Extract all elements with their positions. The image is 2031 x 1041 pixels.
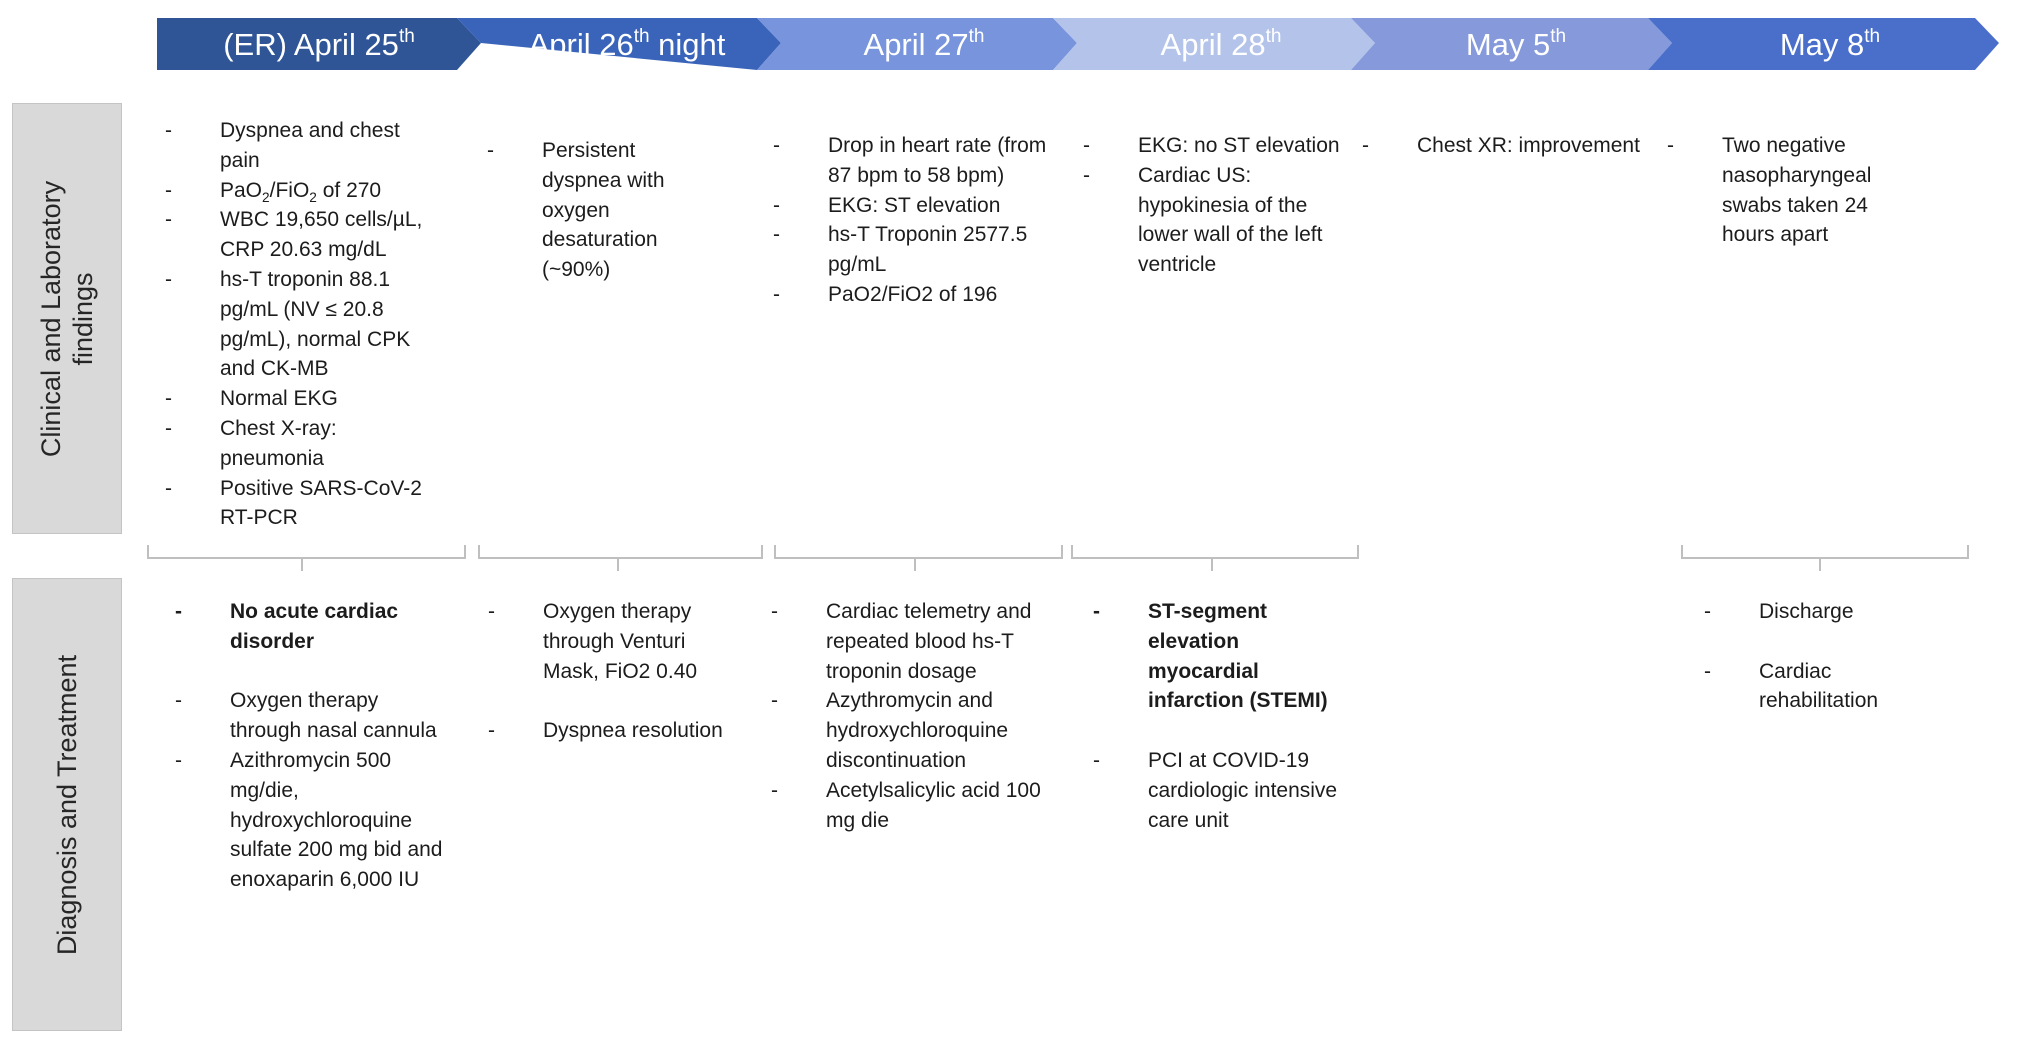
list-item: - EKG: ST elevation [773,191,1048,221]
list-item: - PaO2/FiO2 of 196 [773,280,1048,310]
list-item: - Chest XR: improvement [1362,131,1662,161]
list-item: - Azithromycin 500 mg/die, hydroxychloroquine sulfate 200 mg bid and enoxaparin 6,000 IU [175,746,455,895]
clinical-column-3 [773,131,1048,310]
timeline-label-6: May 8th [1779,26,1881,62]
diagnosis-column-6 [1704,597,1949,716]
list-item: - hs-T Troponin 2577.5 pg/mL [773,220,1048,280]
timeline-label-3: April 27th [863,26,985,62]
timeline-label-5: May 5th [1465,26,1567,62]
clinical-column-4 [1083,131,1343,280]
row-label-clinical-line-1: Clinical and Laboratory [36,180,66,457]
row-label-clinical-line-2: findings [68,271,98,366]
list-item: - No acute cardiac disorder [175,597,455,657]
clinical-column-1 [165,116,445,533]
row-label-diagnosis-line: Diagnosis and Treatment [52,654,82,955]
list-item: - Oxygen therapy through nasal cannula [175,686,455,746]
list-item: - WBC 19,650 cells/µL, CRP 20.63 mg/dL [165,205,445,265]
list-item: - Normal EKG [165,384,445,414]
diagnosis-column-3 [771,597,1053,835]
list-item: - EKG: no ST elevation [1083,131,1343,161]
clinical-column-2 [487,136,719,285]
list-item: - Azythromycin and hydroxychloroquine discontinuation [771,686,1053,775]
timeline-label-1: (ER) April 25th [223,26,415,62]
list-item: - Dyspnea resolution [488,716,733,746]
clinical-column-6 [1667,131,1912,250]
list-item: - PCI at COVID-19 cardiologic intensive care unit [1093,746,1353,835]
bracket-1 [148,545,465,571]
timeline-label-4: April 28th [1160,26,1282,62]
list-item: - Discharge [1704,597,1949,627]
list-item: - hs-T troponin 88.1 pg/mL (NV ≤ 20.8 pg/mL), normal CPK and CK-MB [165,265,445,384]
list-item: - PaO$_2$/FiO$_2$ of 270 [165,176,445,206]
diagnosis-column-1 [175,597,455,895]
diagnosis-column-2 [488,597,733,746]
list-item: - Cardiac US: hypokinesia of the lower wall of the left ventricle [1083,161,1343,280]
list-item: - Two negative nasopharyngeal swabs taken 24 hours apart [1667,131,1912,250]
bracket-4 [1072,545,1358,571]
list-item: - Chest X-ray: pneumonia [165,414,445,474]
bracket-3 [775,545,1062,571]
timeline-label-2: April 26th night [528,26,726,62]
list-item: - Cardiac rehabilitation [1704,657,1949,717]
diagnosis-column-4 [1093,597,1353,835]
list-item: - Oxygen therapy through Venturi Mask, FiO2 0.40 [488,597,733,686]
list-item: - Drop in heart rate (from 87 bpm to 58 bpm) [773,131,1048,191]
list-item: - Acetylsalicylic acid 100 mg die [771,776,1053,836]
list-item: - Positive SARS-CoV-2 RT-PCR [165,474,445,534]
list-item: - Persistent dyspnea with oxygen desaturation (~90%) [487,136,719,285]
list-item: - Cardiac telemetry and repeated blood hs-T troponin dosage [771,597,1053,686]
bracket-6 [1682,545,1968,571]
list-item: - Dyspnea and chest pain [165,116,445,176]
bracket-2 [479,545,762,571]
list-item: - ST-segment elevation myocardial infarction (STEMI) [1093,597,1353,716]
clinical-column-5 [1362,131,1662,161]
